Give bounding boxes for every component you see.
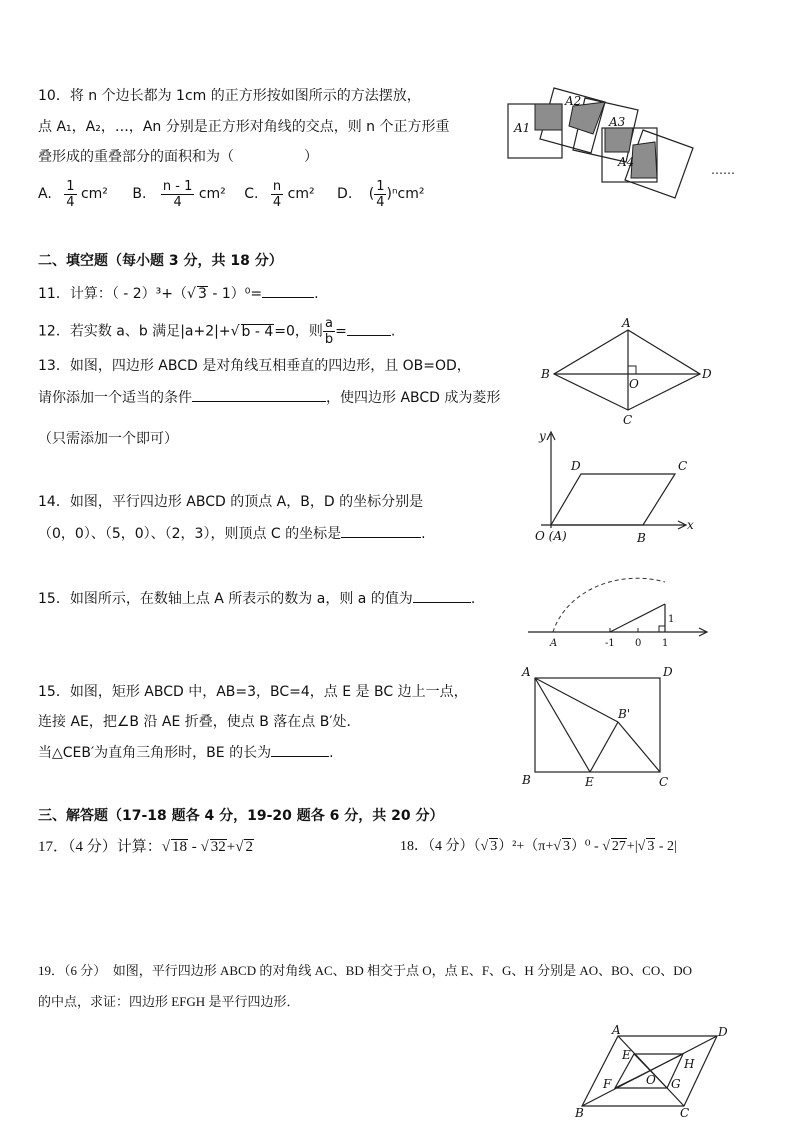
q14-label-y: y <box>539 429 546 443</box>
q10-overlap-4 <box>631 142 657 178</box>
q15b-rectangle-fold-figure <box>518 662 688 790</box>
q18-seg1: ）²+（π+ <box>498 839 554 854</box>
q15b-line3-text: 当△CEB′为直角三角形时，BE 的长为 <box>38 745 272 761</box>
q15b-label-e: E <box>585 775 594 789</box>
q10-option-c-fraction <box>271 179 283 210</box>
q18-abs-radical: 3 <box>647 839 655 854</box>
q13-quadrilateral-figure <box>540 318 715 430</box>
q15a-number-line-figure <box>528 560 713 650</box>
q13-right-angle-mark <box>628 366 636 374</box>
q17-radical-3: 2 <box>245 839 253 855</box>
q14-parallelogram-figure <box>535 428 700 548</box>
q18-radical-1: 3 <box>490 839 498 854</box>
q18-abs-tail: - 2 <box>655 839 674 854</box>
q10-squares-figure <box>505 80 745 205</box>
q10-label-a4: A4 <box>618 155 635 169</box>
q13-label-b: B <box>541 367 550 381</box>
q12-answer-blank[interactable] <box>347 321 391 336</box>
q13-label-d: D <box>702 367 712 381</box>
q15a-end: . <box>470 591 476 607</box>
q10-label-a3: A3 <box>609 115 626 129</box>
q10-overlap-3 <box>605 128 633 152</box>
q15a-label-height: 1 <box>668 614 675 625</box>
q15b-label-b: B <box>522 773 531 787</box>
q10-option-c-unit: cm² <box>287 186 315 202</box>
q15b-end: . <box>329 745 334 761</box>
q15b-answer-blank[interactable] <box>271 742 329 757</box>
q15a-label-0: 0 <box>635 638 642 649</box>
q14-label-c: C <box>678 459 688 473</box>
q10-option-b-numerator: n - 1 <box>162 178 193 194</box>
section3-heading: 三、解答题（17-18 题各 4 分，19-20 题各 6 分，共 20 分） <box>38 808 444 824</box>
q19-label-f: F <box>603 1077 612 1091</box>
q14-label-b: B <box>637 531 646 545</box>
q17-line: 17．（4 分）计算：√ 18 - √ 32+√ 2 <box>38 839 253 855</box>
q10-ellipsis: …… <box>711 163 735 177</box>
q10-option-b-unit: cm² <box>198 186 226 202</box>
q15a-dashed-arc <box>553 578 665 632</box>
q17-radical-1: 18 <box>172 839 187 855</box>
q12-eq2: = <box>335 323 347 340</box>
q12-end: . <box>390 323 396 340</box>
q14-end: . <box>421 526 426 542</box>
q10-line3: 叠形成的重叠部分的面积和为（ ） <box>38 149 318 165</box>
q12-numerator: a <box>323 316 335 332</box>
q15b-label-b-prime: B' <box>618 707 631 721</box>
q10-option-d-numerator: 1 <box>376 178 385 194</box>
q11-end: . <box>314 286 319 302</box>
q18-prefix: 18．（4 分）（ <box>400 839 481 854</box>
q15b-label-c: C <box>659 775 669 789</box>
q14-label-d: D <box>571 459 581 473</box>
q12-plus: + <box>218 323 231 340</box>
q19-label-a: A <box>612 1023 621 1037</box>
q19-line2: 的中点，求证：四边形 EFGH 是平行四边形． <box>38 994 300 1009</box>
q15a-label-minus1: -1 <box>605 638 615 649</box>
q13-label-a: A <box>622 316 631 330</box>
q13-label-o: O <box>629 377 639 391</box>
q15a-hypotenuse <box>610 604 665 632</box>
section2-heading: 二、填空题（每小题 3 分，共 18 分） <box>38 253 283 269</box>
q13-line2 <box>38 387 500 408</box>
q11-radical: 3 <box>197 286 207 302</box>
q15b-label-a: A <box>522 665 531 679</box>
q14-parallelogram <box>551 474 675 525</box>
q12-eq: =0，则 <box>274 323 323 340</box>
q10-options: A. $\frac{1}{4}$ cm² B. $\frac{n - 1}{4}$ cm² C. $\frac{n}{4}$ cm² D. ( $\frac{1}{4}$ )ⁿcm² <box>38 178 425 210</box>
q10-label-a1: A1 <box>514 121 531 135</box>
q13-quadrilateral <box>554 330 700 410</box>
q15a-answer-blank[interactable] <box>413 588 471 603</box>
q19-label-b: B <box>575 1106 584 1120</box>
q17-plus: + <box>226 839 236 855</box>
q19-label-d: D <box>718 1025 728 1039</box>
q19-parallelogram-figure <box>572 1024 737 1119</box>
q15a-label-a: A <box>550 638 558 649</box>
q15a-label-1: 1 <box>662 638 669 649</box>
q13-line2-a: 请你添加一个适当的条件 <box>38 390 192 406</box>
q14-line1: 14．如图，平行四边形 ABCD 的顶点 A，B，D 的坐标分别是 <box>38 494 424 510</box>
q10-option-a-unit: cm² <box>80 186 108 202</box>
q10-option-a-numerator: 1 <box>66 178 75 194</box>
q10-line2: 点 A₁，A₂，…，An 分别是正方形对角线的交点，则 n 个正方形重 <box>38 119 450 135</box>
q10-option-d-denominator: 4 <box>376 194 385 210</box>
q19-label-c: C <box>680 1106 690 1120</box>
q10-option-b-denominator: 4 <box>173 194 182 210</box>
q18-seg3: + <box>626 839 635 854</box>
q10-option-a-label: A. <box>38 186 52 202</box>
q11-line: 11．计算：（ - 2）³+（√ 3 - 1）⁰= . <box>38 283 319 304</box>
q12-line: 12．若实数 a、b 满足|a+2|+√ b - 4=0，则 $\frac{a}{b}$ = . <box>38 316 396 347</box>
q15a-text: 15．如图所示，在数轴上点 A 所表示的数为 a，则 a 的值为 <box>38 591 413 607</box>
q18-seg2: ）⁰ - <box>570 839 603 854</box>
q19-label-o: O <box>646 1073 656 1087</box>
q12-prefix: 12．若实数 a、b 满足 <box>38 323 181 340</box>
q17-minus: - <box>188 839 201 855</box>
q15b-label-d: D <box>663 665 673 679</box>
q19-label-e: E <box>622 1048 631 1062</box>
q10-label-a2: A2 <box>565 94 582 108</box>
q12-fraction <box>323 316 335 347</box>
q11-suffix: - 1）⁰= <box>207 286 263 302</box>
q18-line: 18．（4 分）（√ 3）²+（π+√ 3）⁰ - √ 27+|√ 3 - 2| <box>400 839 677 854</box>
q15b-line3 <box>38 742 334 763</box>
q10-option-b-fraction <box>161 179 194 210</box>
q13-line3: （只需添加一个即可） <box>38 431 178 447</box>
q14-label-o-a: O (A) <box>535 529 567 543</box>
q19-label-h: H <box>684 1057 695 1071</box>
q19-label-g: G <box>671 1077 681 1091</box>
q15a-line <box>38 588 475 609</box>
q14-line2-text: （0，0）、（5，0）、（2，3），则顶点 C 的坐标是 <box>38 526 342 542</box>
q12-radical: b - 4 <box>241 323 274 340</box>
q15b-line2: 连接 AE，把∠B 沿 AE 折叠，使点 B 落在点 B′处． <box>38 714 361 730</box>
q13-label-c: C <box>623 413 633 427</box>
q10-option-a-fraction <box>64 179 76 210</box>
q10-option-d-unit: ⁿcm² <box>391 186 425 202</box>
q17-radical-2: 32 <box>210 839 226 855</box>
q10-option-c-denominator: 4 <box>272 194 282 210</box>
q17-prefix: 17．（4 分）计算： <box>38 839 162 855</box>
q14-label-x: x <box>687 518 694 532</box>
q10-overlap-1 <box>535 104 562 130</box>
q12-denominator: b <box>324 332 334 347</box>
q13-line1: 13．如图，四边形 ABCD 是对角线互相垂直的四边形，且 OB=OD， <box>38 358 471 374</box>
q13-answer-blank[interactable] <box>192 387 326 402</box>
q15a-right-angle-mark <box>659 626 665 632</box>
q10-line1: 10．将 n 个边长都为 1cm 的正方形按如图所示的方法摆放， <box>38 88 421 104</box>
q13-line2-b: ，使四边形 ABCD 成为菱形 <box>326 390 501 406</box>
q11-answer-blank[interactable] <box>262 283 314 298</box>
q15b-line1: 15．如图，矩形 ABCD 中，AB=3，BC=4，点 E 是 BC 边上一点， <box>38 684 468 700</box>
q15b-line-eb-prime <box>590 722 618 772</box>
q10-option-c-label: C. <box>244 186 259 202</box>
q10-option-b-label: B. <box>132 186 147 202</box>
q15b-line-b-prime-c <box>618 722 660 772</box>
q19-line1: 19．（6 分） 如图，平行四边形 ABCD 的对角线 AC、BD 相交于点 O，点 E、F、G、H 分别是 AO、BO、CO、DO <box>38 963 692 978</box>
q14-line2 <box>38 523 426 544</box>
q10-option-c-numerator: n <box>271 179 283 195</box>
q10-option-d-fraction <box>374 179 386 210</box>
q12-abs-expr: a+2 <box>184 323 215 340</box>
q18-radical-3: 27 <box>611 839 626 854</box>
q10-option-d-label: D. <box>337 186 353 202</box>
q18-radical-2: 3 <box>562 839 570 854</box>
q14-answer-blank[interactable] <box>341 523 421 538</box>
q10-option-a-denominator: 4 <box>66 194 75 210</box>
q11-prefix: 11．计算：（ - 2）³+（ <box>38 286 188 302</box>
